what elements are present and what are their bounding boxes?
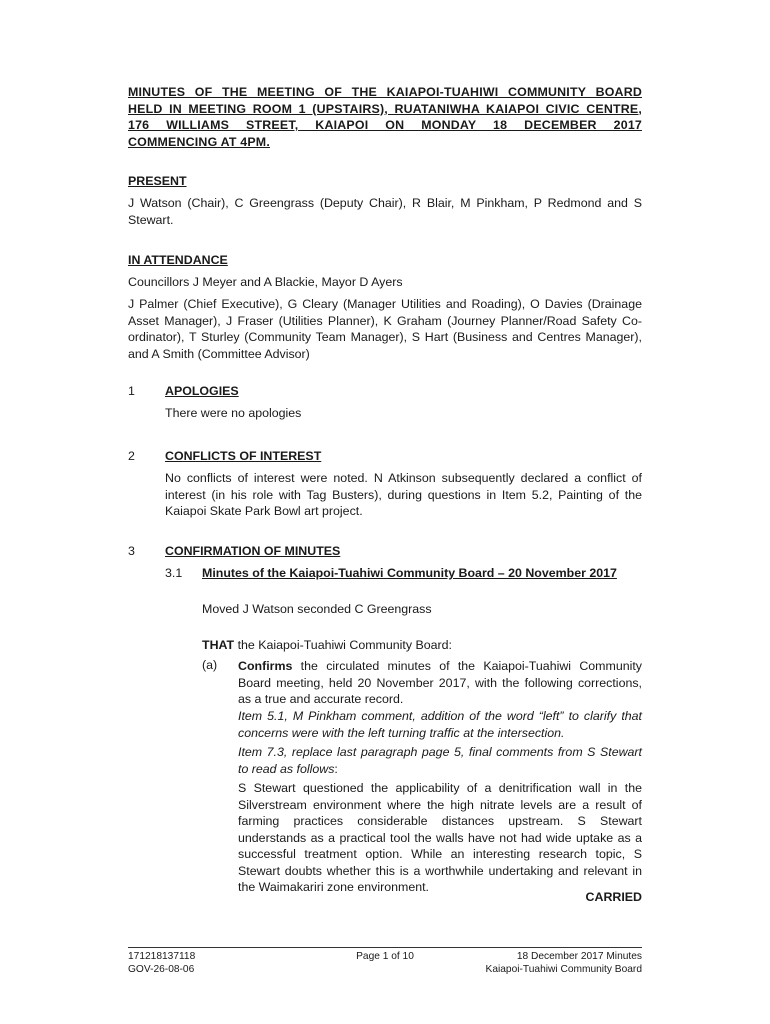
present-heading: PRESENT — [128, 174, 187, 188]
title-line-1: MINUTES OF THE MEETING OF THE KAIAPOI-TUAHIWI COMMUNITY BOARD — [128, 85, 642, 99]
subsection-3-1-number: 3.1 — [165, 566, 183, 580]
resolution-intro-text: the Kaiapoi-Tuahiwi Community Board: — [234, 638, 452, 652]
correction-1: Item 5.1, M Pinkham comment, addition of the word “left” to clarify that concerns were with the left turning traffic at the intersection. — [238, 709, 642, 740]
attendance-councillors: Councillors J Meyer and A Blackie, Mayor D Ayers — [128, 275, 403, 289]
correction-2 — [238, 744, 642, 777]
attendance-staff: J Palmer (Chief Executive), G Cleary (Manager Utilities and Roading), O Davies (Drainage Asset Manager), J Fraser (Utilities Planner), K Graham (Journey Planner/Road Safety Co-ordinator), T Sturley (Community Team Manager), S Hart (Business and Centres Manager), and A Smith (Committee Advisor) — [128, 297, 642, 361]
footer-right — [486, 950, 642, 976]
document-id: 171218137118 — [128, 951, 196, 962]
replacement-paragraph: S Stewart questioned the applicability of a denitrification wall in the Silverstream environment where the high nitrate levels are a result of farming practices considerable distances upstream. S Stewart understands as a practical tool the walls have not had wide uptake as a successful treatment option. While an interesting research topic, S Stewart doubts whether this is a worthwhile undertaking and relevant in the Waimakariri zone environment. — [238, 781, 642, 894]
section-1-body: There were no apologies — [165, 406, 302, 420]
item-a-body — [238, 658, 642, 708]
footer-divider — [128, 947, 642, 948]
resolution-intro — [202, 637, 642, 654]
attendance-heading: IN ATTENDANCE — [128, 253, 228, 267]
that-keyword: THAT — [202, 638, 235, 652]
footer-date: 18 December 2017 Minutes — [516, 951, 642, 962]
file-reference: GOV-26-08-06 — [128, 964, 195, 975]
title-line-2: HELD IN MEETING ROOM 1 (UPSTAIRS), RUATANIWHA KAIAPOI CIVIC CENTRE, — [128, 101, 642, 116]
title-line-4: COMMENCING AT 4PM. — [128, 134, 270, 149]
present-text: J Watson (Chair), C Greengrass (Deputy Chair), R Blair, M Pinkham, P Redmond and S Stewart. — [128, 196, 642, 227]
item-a-label: (a) — [202, 658, 218, 672]
section-3-number: 3 — [128, 544, 135, 558]
footer-board-name: Kaiapoi-Tuahiwi Community Board — [485, 964, 642, 975]
confirms-keyword: Confirms — [238, 659, 293, 673]
section-2-heading: CONFLICTS OF INTEREST — [165, 449, 322, 463]
title-line-3: 176 WILLIAMS STREET, KAIAPOI ON MONDAY 18 DECEMBER 2017 — [128, 118, 642, 132]
section-2-body: No conflicts of interest were noted. N Atkinson subsequently declared a conflict of interest (in his role with Tag Busters), during questions in Item 5.2, Painting of the Kaiapoi Skate Park Bowl art project. — [165, 471, 642, 518]
document-title — [128, 84, 642, 150]
section-1-number: 1 — [128, 384, 135, 398]
correction-2-text: Item 7.3, replace last paragraph page 5, final comments from S Stewart to read as follows — [238, 745, 642, 776]
page-number: Page 1 of 10 — [356, 951, 414, 962]
carried-label: CARRIED — [585, 890, 642, 904]
subsection-3-1-heading: Minutes of the Kaiapoi-Tuahiwi Community Board – 20 November 2017 — [202, 566, 617, 580]
moved-seconded: Moved J Watson seconded C Greengrass — [202, 602, 432, 616]
item-a-text: the circulated minutes of the Kaiapoi-Tuahiwi Community Board meeting, held 20 November 2017, with the following corrections, as a true and accurate record. — [238, 659, 642, 706]
section-3-heading: CONFIRMATION OF MINUTES — [165, 544, 341, 558]
section-1-heading: APOLOGIES — [165, 384, 239, 398]
correction-2-colon: : — [334, 761, 338, 776]
section-2-number: 2 — [128, 449, 135, 463]
